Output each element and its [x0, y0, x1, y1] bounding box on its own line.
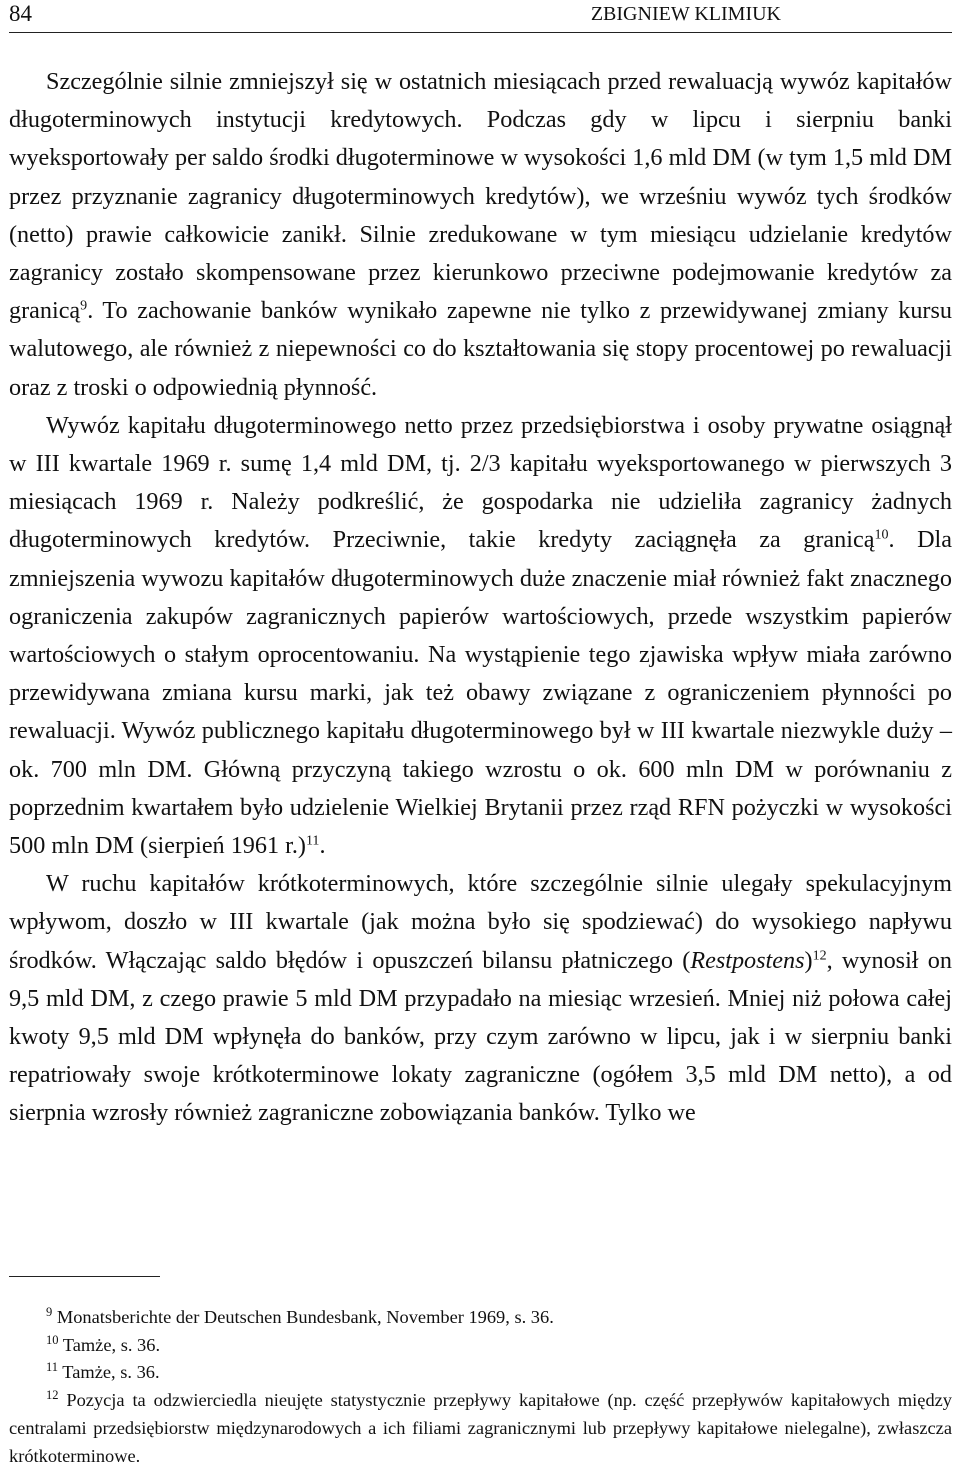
paragraph-2-text-cont: . Dla zmniejszenia wywozu kapitałów długoterminowych duże znaczenie miał również fakt znacznego ograniczenia zakupów zagranicznych papierów wartościowych, przede wszystkim papierów wartościowych o stałym oprocentowaniu. Na wystąpienie tego zjawiska wpływ miała zarówno przewidywana zmiana kursu marki, jak też obawy związane z ograniczeniem płynności po rewaluacji. Wywóz publicznego kapitału długoterminowego był w III kwartale niezwykle duży – ok. 700 mln DM. Główną przyczyną takiego wzrostu o ok. 600 mln DM w porównaniu z poprzednim kwartałem było udzielenie Wielkiej Brytanii przez rząd RFN pożyczki w wysokości 500 mln DM (sierpień 1961 r.)	[9, 526, 952, 860]
footnote-text: Pozycja ta odzwierciedla nieujęte statystycznie przepływy kapitałowe (np. część przepływów kapitałowych między centralami przedsiębiorstw międzynarodowych a ich filiami zagranicznymi lub przepływy kapitałowe nielegalne), zwłaszcza krótkoterminowe.	[9, 1390, 952, 1466]
paragraph-1-text: Szczególnie silnie zmniejszył się w ostatnich miesiącach przed rewaluacją wywóz kapitałów długoterminowych instytucji kredytowych. Podczas gdy w lipcu i sierpniu banki wyeksportowały per saldo środki długoterminowe w wysokości 1,6 mld DM (w tym 1,5 mld DM przez przyznanie zagranicy długoterminowych kredytów), we wrześniu wywóz tych środków (netto) prawie całkowicie zanikł. Silnie zredukowane w tym miesiącu udzielanie kredytów zagranicy zostało skompensowane przez kierunkowo przeciwne podejmowanie kredytów za granicą	[9, 68, 952, 325]
paragraph-2-text: Wywóz kapitału długoterminowego netto przez przedsiębiorstwa i osoby prywatne osiągnął w III kwartale 1969 r. sumę 1,4 mld DM, tj. 2/3 kapitału wyeksportowanego w pierwszych 3 miesiącach 1969 r. Należy podkreślić, że gospodarka nie udzieliła zagranicy żadnych długoterminowych kredytów. Przeciwnie, takie kredyty zaciągnęła za granicą	[9, 411, 952, 554]
page-header	[9, 0, 952, 33]
footnotes	[9, 1304, 952, 1470]
paragraph-1	[9, 63, 952, 407]
footnote-number: 12	[46, 1388, 59, 1403]
paragraph-3	[9, 865, 952, 1132]
paragraph-1-text-cont: . To zachowanie banków wynikało zapewne nie tylko z przewidywanej zmiany kursu walutowego, ale również z niepewności co do kształtowania się stopy procentowej po rewaluacji oraz z troski o odpowiednią płynność.	[9, 297, 952, 401]
footnote-text: Tamże, s. 36.	[58, 1334, 161, 1355]
paragraph-3-text-cont: , wynosił on 9,5 mld DM, z czego prawie 5 mld DM przypadało na miesiąc wrzesień. Mniej niż połowa całej kwoty 9,5 mld DM wpłynęła do banków, przy czym zarówno w lipcu, jak i w sierpniu banki repatriowały swoje krótkoterminowe lokaty zagraniczne (ogółem 3,5 mld DM netto), a od sierpnia wzrosły również zagraniczne zobowiązania banków. Tylko we	[9, 946, 952, 1127]
footnote-text: Tamże, s. 36.	[58, 1362, 160, 1383]
footnote-ref-10: 10	[874, 526, 889, 543]
main-text	[9, 63, 952, 1133]
footnote	[9, 1304, 952, 1332]
footnote-ref-11: 11	[305, 832, 320, 849]
footnote	[9, 1332, 952, 1360]
footnote	[9, 1359, 952, 1387]
footnote-text: Monatsberichte der Deutschen Bundesbank, November 1969, s. 36.	[52, 1307, 554, 1327]
footnote-ref-9: 9	[80, 297, 88, 314]
paragraph-3-italic-term: Restpostens	[690, 946, 805, 974]
footnote-ref-12: 12	[812, 946, 827, 963]
paragraph-2	[9, 407, 952, 865]
footnote-number: 11	[46, 1360, 59, 1375]
footnote-number: 10	[46, 1332, 59, 1347]
paragraph-2-end: .	[319, 832, 326, 860]
footnote	[9, 1387, 952, 1470]
footnote-separator	[9, 1276, 160, 1277]
page-number: 84	[9, 1, 32, 26]
running-head: ZBIGNIEW KLIMIUK	[590, 3, 781, 25]
footnote-number: 9	[46, 1305, 53, 1320]
paragraph-3-paren: )	[804, 946, 813, 974]
paragraph-3-text: W ruchu kapitałów krótkoterminowych, które szczególnie silnie ulegały spekulacyjnym wpływom, doszło w III kwartale (jak można było się spodziewać) do wysokiego napływu środków. Włączając saldo błędów i opuszczeń bilansu płatniczego (	[9, 870, 952, 974]
